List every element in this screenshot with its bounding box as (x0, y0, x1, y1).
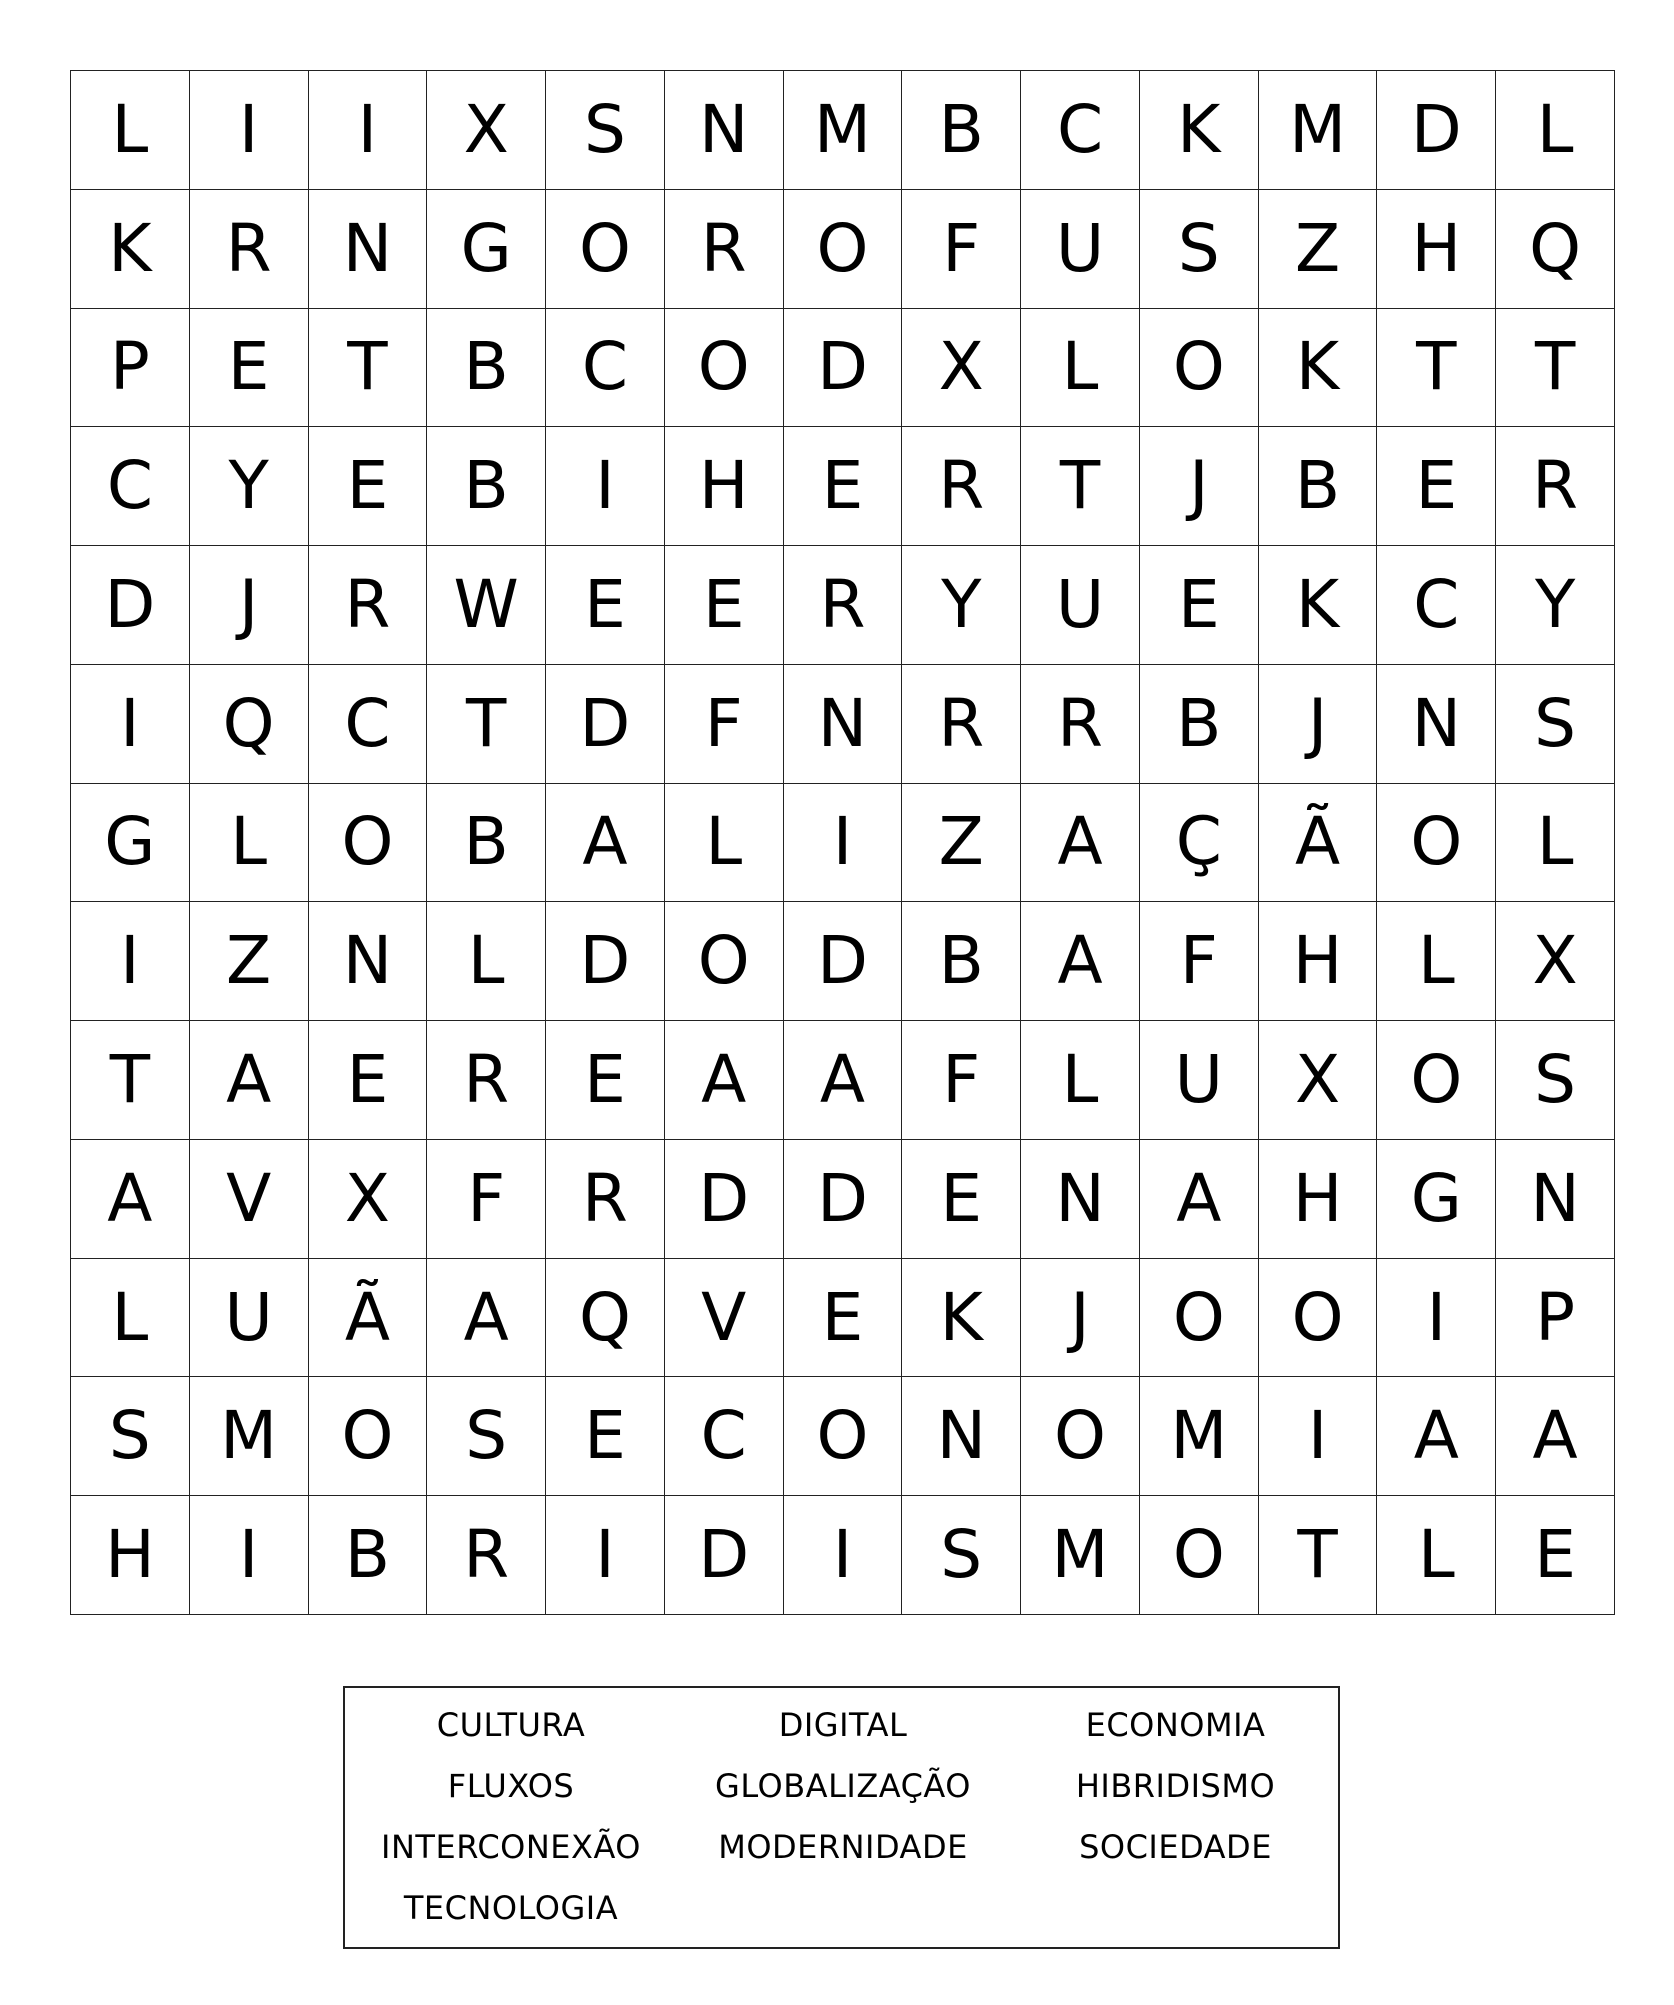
grid-cell[interactable]: E (190, 309, 309, 428)
grid-cell[interactable]: J (1140, 427, 1259, 546)
grid-cell[interactable]: M (1021, 1496, 1140, 1615)
grid-cell[interactable]: E (546, 1021, 665, 1140)
grid-cell[interactable]: U (1021, 546, 1140, 665)
grid-cell[interactable]: U (1021, 190, 1140, 309)
grid-cell[interactable]: X (1259, 1021, 1378, 1140)
grid-cell[interactable]: T (309, 309, 428, 428)
grid-cell[interactable]: H (1259, 902, 1378, 1021)
grid-cell[interactable]: F (902, 1021, 1021, 1140)
grid-cell[interactable]: A (546, 784, 665, 903)
grid-cell[interactable]: L (190, 784, 309, 903)
grid-cell[interactable]: E (784, 1259, 903, 1378)
grid-cell[interactable]: Q (1496, 190, 1615, 309)
grid-cell[interactable]: I (546, 427, 665, 546)
grid-cell[interactable]: R (1021, 665, 1140, 784)
grid-cell[interactable]: R (190, 190, 309, 309)
grid-cell[interactable]: S (71, 1377, 190, 1496)
grid-cell[interactable]: M (1259, 71, 1378, 190)
grid-cell[interactable]: K (1259, 309, 1378, 428)
grid-cell[interactable]: I (309, 71, 428, 190)
grid-cell[interactable]: H (71, 1496, 190, 1615)
grid-cell[interactable]: M (1140, 1377, 1259, 1496)
grid-cell[interactable]: D (784, 1140, 903, 1259)
grid-cell[interactable]: A (665, 1021, 784, 1140)
grid-cell[interactable]: R (1496, 427, 1615, 546)
grid-cell[interactable]: Y (902, 546, 1021, 665)
word-list-item: ECONOMIA (1085, 1706, 1266, 1744)
grid-cell[interactable]: H (1259, 1140, 1378, 1259)
grid-cell[interactable]: I (1377, 1259, 1496, 1378)
grid-cell[interactable]: N (1496, 1140, 1615, 1259)
grid-cell[interactable]: A (71, 1140, 190, 1259)
grid-cell[interactable]: T (427, 665, 546, 784)
grid-cell[interactable]: C (546, 309, 665, 428)
grid-cell[interactable]: V (665, 1259, 784, 1378)
grid-cell[interactable]: T (1259, 1496, 1378, 1615)
grid-cell[interactable]: A (1377, 1377, 1496, 1496)
grid-cell[interactable]: R (427, 1021, 546, 1140)
grid-cell[interactable]: O (1140, 1496, 1259, 1615)
word-list (345, 1706, 1338, 1950)
grid-cell[interactable]: C (1377, 546, 1496, 665)
grid-cell[interactable]: F (427, 1140, 546, 1259)
grid-cell[interactable]: I (71, 902, 190, 1021)
grid-cell[interactable]: L (1021, 309, 1140, 428)
grid-cell[interactable]: H (665, 427, 784, 546)
grid-cell[interactable]: Z (190, 902, 309, 1021)
grid-cell[interactable]: K (71, 190, 190, 309)
grid-cell[interactable]: L (665, 784, 784, 903)
grid-cell[interactable]: S (427, 1377, 546, 1496)
grid-cell[interactable]: O (309, 784, 428, 903)
grid-cell[interactable]: M (784, 71, 903, 190)
grid-cell[interactable]: S (1140, 190, 1259, 309)
grid-cell[interactable]: D (665, 1496, 784, 1615)
grid-cell[interactable]: O (1140, 1259, 1259, 1378)
grid-cell[interactable]: A (1021, 902, 1140, 1021)
grid-cell[interactable]: B (427, 427, 546, 546)
letter-grid (70, 70, 1615, 1615)
grid-cell[interactable]: L (1377, 902, 1496, 1021)
grid-cell[interactable]: K (1140, 71, 1259, 190)
word-list-item: CULTURA (436, 1706, 586, 1744)
grid-cell[interactable]: K (1259, 546, 1378, 665)
grid-cell[interactable]: G (71, 784, 190, 903)
grid-cell[interactable]: B (427, 784, 546, 903)
grid-cell[interactable]: T (71, 1021, 190, 1140)
grid-cell[interactable]: O (665, 309, 784, 428)
grid-cell[interactable]: B (902, 902, 1021, 1021)
grid-cell[interactable]: V (190, 1140, 309, 1259)
grid-cell[interactable]: E (1496, 1496, 1615, 1615)
grid-cell[interactable]: U (1140, 1021, 1259, 1140)
grid-cell[interactable]: I (1259, 1377, 1378, 1496)
grid-cell[interactable]: Ã (309, 1259, 428, 1378)
grid-cell[interactable]: I (546, 1496, 665, 1615)
word-list-item: INTERCONEXÃO (381, 1828, 641, 1866)
grid-cell[interactable]: L (1377, 1496, 1496, 1615)
grid-cell[interactable]: A (1021, 784, 1140, 903)
grid-cell[interactable]: C (665, 1377, 784, 1496)
grid-cell[interactable]: O (1140, 309, 1259, 428)
grid-cell[interactable]: O (1259, 1259, 1378, 1378)
grid-cell[interactable]: E (784, 427, 903, 546)
grid-cell[interactable]: S (1496, 665, 1615, 784)
grid-cell[interactable]: Y (1496, 546, 1615, 665)
grid-cell[interactable]: B (1259, 427, 1378, 546)
grid-cell[interactable]: O (1377, 1021, 1496, 1140)
grid-cell[interactable]: I (71, 665, 190, 784)
grid-cell[interactable]: G (1377, 1140, 1496, 1259)
grid-cell[interactable]: L (71, 71, 190, 190)
grid-cell[interactable]: E (546, 1377, 665, 1496)
grid-cell[interactable]: P (1496, 1259, 1615, 1378)
grid-cell[interactable]: E (902, 1140, 1021, 1259)
grid-cell[interactable]: R (546, 1140, 665, 1259)
grid-cell[interactable]: G (427, 190, 546, 309)
grid-cell[interactable]: D (784, 902, 903, 1021)
word-list-item: SOCIEDADE (1079, 1828, 1272, 1866)
grid-cell[interactable]: Q (190, 665, 309, 784)
grid-cell[interactable]: F (1140, 902, 1259, 1021)
grid-cell[interactable]: L (71, 1259, 190, 1378)
grid-cell[interactable]: S (1496, 1021, 1615, 1140)
grid-cell[interactable]: R (309, 546, 428, 665)
grid-cell[interactable]: X (427, 71, 546, 190)
grid-cell[interactable]: N (1021, 1140, 1140, 1259)
grid-cell[interactable]: N (309, 902, 428, 1021)
grid-cell[interactable]: E (309, 1021, 428, 1140)
grid-cell[interactable]: Z (1259, 190, 1378, 309)
grid-cell[interactable]: N (309, 190, 428, 309)
grid-cell[interactable]: S (546, 71, 665, 190)
word-list-item: GLOBALIZAÇÃO (715, 1767, 971, 1805)
grid-cell[interactable]: F (665, 665, 784, 784)
grid-cell[interactable]: S (902, 1496, 1021, 1615)
word-list-item: FLUXOS (447, 1767, 575, 1805)
grid-cell[interactable]: A (1140, 1140, 1259, 1259)
grid-cell[interactable]: P (71, 309, 190, 428)
word-list-item: MODERNIDADE (718, 1828, 968, 1866)
grid-cell[interactable]: B (902, 71, 1021, 190)
grid-cell[interactable]: A (427, 1259, 546, 1378)
word-list-box (343, 1686, 1340, 1949)
grid-cell[interactable]: C (1021, 71, 1140, 190)
grid-cell[interactable]: O (1377, 784, 1496, 903)
grid-cell[interactable]: A (784, 1021, 903, 1140)
grid-cell[interactable]: H (1377, 190, 1496, 309)
grid-cell[interactable]: J (190, 546, 309, 665)
grid-cell[interactable]: Z (902, 784, 1021, 903)
grid-cell[interactable]: C (71, 427, 190, 546)
grid-cell[interactable]: J (1259, 665, 1378, 784)
grid-cell[interactable]: W (427, 546, 546, 665)
grid-cell[interactable]: E (665, 546, 784, 665)
grid-cell[interactable]: L (1021, 1021, 1140, 1140)
grid-cell[interactable]: A (1496, 1377, 1615, 1496)
grid-cell[interactable]: E (546, 546, 665, 665)
grid-cell[interactable]: I (190, 71, 309, 190)
grid-cell[interactable]: E (1377, 427, 1496, 546)
grid-cell[interactable]: D (546, 665, 665, 784)
grid-cell[interactable]: L (1496, 784, 1615, 903)
grid-cell[interactable]: D (546, 902, 665, 1021)
grid-cell[interactable]: N (665, 71, 784, 190)
grid-cell[interactable]: E (309, 427, 428, 546)
grid-cell[interactable]: U (190, 1259, 309, 1378)
grid-cell[interactable]: A (190, 1021, 309, 1140)
grid-cell[interactable]: I (784, 784, 903, 903)
grid-cell[interactable]: T (1377, 309, 1496, 428)
grid-cell[interactable]: M (190, 1377, 309, 1496)
grid-cell[interactable]: R (665, 190, 784, 309)
grid-cell[interactable]: R (784, 546, 903, 665)
grid-cell[interactable]: Ã (1259, 784, 1378, 903)
grid-cell[interactable]: I (190, 1496, 309, 1615)
grid-cell[interactable]: N (902, 1377, 1021, 1496)
grid-cell[interactable]: O (1021, 1377, 1140, 1496)
grid-cell[interactable]: B (1140, 665, 1259, 784)
grid-cell[interactable]: N (784, 665, 903, 784)
grid-cell[interactable]: Ç (1140, 784, 1259, 903)
word-list-item: DIGITAL (778, 1706, 908, 1744)
grid-cell[interactable]: R (902, 665, 1021, 784)
grid-cell[interactable]: J (1021, 1259, 1140, 1378)
grid-cell[interactable]: T (1021, 427, 1140, 546)
grid-cell[interactable]: Q (546, 1259, 665, 1378)
grid-cell[interactable]: N (1377, 665, 1496, 784)
grid-cell[interactable]: E (1140, 546, 1259, 665)
grid-cell[interactable]: K (902, 1259, 1021, 1378)
grid-cell[interactable]: L (1496, 71, 1615, 190)
grid-cell[interactable]: Y (190, 427, 309, 546)
grid-cell[interactable]: O (784, 1377, 903, 1496)
grid-cell[interactable]: D (784, 309, 903, 428)
grid-cell[interactable]: X (309, 1140, 428, 1259)
grid-cell[interactable]: O (665, 902, 784, 1021)
grid-cell[interactable]: C (309, 665, 428, 784)
grid-cell[interactable]: X (902, 309, 1021, 428)
grid-cell[interactable]: D (665, 1140, 784, 1259)
grid-cell[interactable]: T (1496, 309, 1615, 428)
grid-cell[interactable]: R (902, 427, 1021, 546)
grid-cell[interactable]: I (784, 1496, 903, 1615)
grid-cell[interactable]: R (427, 1496, 546, 1615)
grid-cell[interactable]: O (546, 190, 665, 309)
grid-cell[interactable]: B (427, 309, 546, 428)
grid-cell[interactable]: D (1377, 71, 1496, 190)
grid-cell[interactable]: O (784, 190, 903, 309)
grid-cell[interactable]: B (309, 1496, 428, 1615)
grid-cell[interactable]: F (902, 190, 1021, 309)
grid-cell[interactable]: D (71, 546, 190, 665)
word-list-item: HIBRIDISMO (1075, 1767, 1276, 1805)
grid-cell[interactable]: L (427, 902, 546, 1021)
grid-cell[interactable]: O (309, 1377, 428, 1496)
grid-cell[interactable]: X (1496, 902, 1615, 1021)
word-list-item: TECNOLOGIA (403, 1889, 619, 1927)
